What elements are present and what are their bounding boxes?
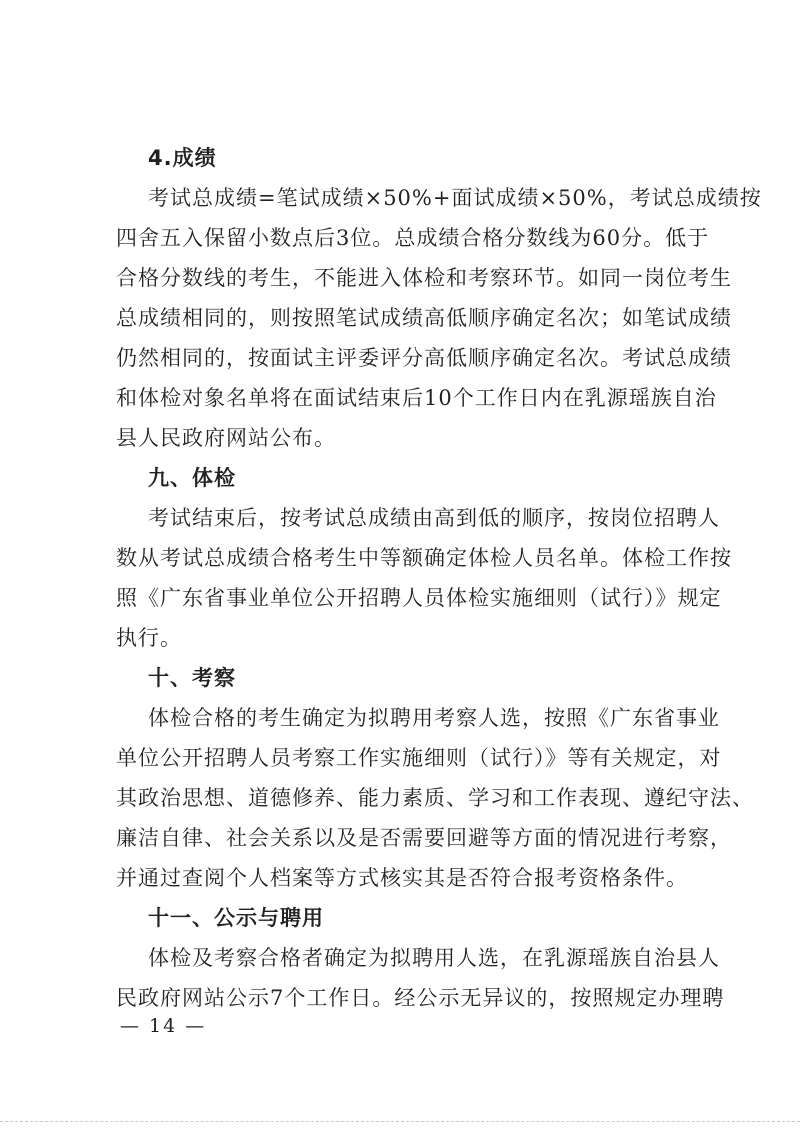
section-physical-exam xyxy=(116,458,732,658)
text-line: 体检及考察合格者确定为拟聘用人选，在乳源瑶族自治县人 xyxy=(148,946,720,970)
text-line: 廉洁自律、社会关系以及是否需要回避等方面的情况进行考察， xyxy=(116,826,732,850)
text-line: 仍然相同的，按面试主评委评分高低顺序确定名次。考试总成绩 xyxy=(116,346,732,370)
text-line: 考试结束后，按考试总成绩由高到低的顺序，按岗位招聘人 xyxy=(148,506,720,530)
document-body xyxy=(116,138,762,1018)
section-heading-inspection: 十、考察 xyxy=(148,666,236,690)
text-line: 体检合格的考生确定为拟聘用考察人选，按照《广东省事业 xyxy=(148,706,720,730)
paragraph-physical-exam xyxy=(116,498,732,658)
page-bottom-divider xyxy=(0,1121,800,1122)
paragraph-scores xyxy=(116,178,762,458)
text-line: 民政府网站公示7个工作日。经公示无异议的，按照规定办理聘 xyxy=(116,986,725,1010)
text-line: 和体检对象名单将在面试结束后10个工作日内在乳源瑶族自治 xyxy=(116,386,717,410)
text-line: 并通过查阅个人档案等方式核实其是否符合报考资格条件。 xyxy=(116,866,688,890)
text-line: 考试总成绩=笔试成绩×50%+面试成绩×50%，考试总成绩按 xyxy=(148,186,762,210)
text-line: 合格分数线的考生，不能进入体检和考察环节。如同一岗位考生 xyxy=(116,266,732,290)
section-heading-scores: 4.成绩 xyxy=(148,146,217,170)
text-line: 其政治思想、道德修养、能力素质、学习和工作表现、遵纪守法、 xyxy=(116,786,754,810)
text-line: 总成绩相同的，则按照笔试成绩高低顺序确定名次；如笔试成绩 xyxy=(116,306,732,330)
text-line: 单位公开招聘人员考察工作实施细则（试行）》等有关规定，对 xyxy=(116,746,722,770)
text-line: 执行。 xyxy=(116,626,182,650)
paragraph-publicity-employment xyxy=(116,938,725,1018)
section-publicity-employment xyxy=(116,898,725,1018)
paragraph-inspection xyxy=(116,698,754,898)
section-scores xyxy=(116,138,762,458)
page-number: — 14 — xyxy=(120,1015,207,1037)
text-line: 县人民政府网站公布。 xyxy=(116,426,336,450)
section-heading-publicity-employment: 十一、公示与聘用 xyxy=(148,906,324,930)
text-line: 数从考试总成绩合格考生中等额确定体检人员名单。体检工作按 xyxy=(116,546,732,570)
section-heading-physical-exam: 九、体检 xyxy=(148,466,236,490)
text-line: 四舍五入保留小数点后3位。总成绩合格分数线为60分。低于 xyxy=(116,226,710,250)
text-line: 照《广东省事业单位公开招聘人员体检实施细则（试行）》规定 xyxy=(116,586,722,610)
section-inspection xyxy=(116,658,754,898)
